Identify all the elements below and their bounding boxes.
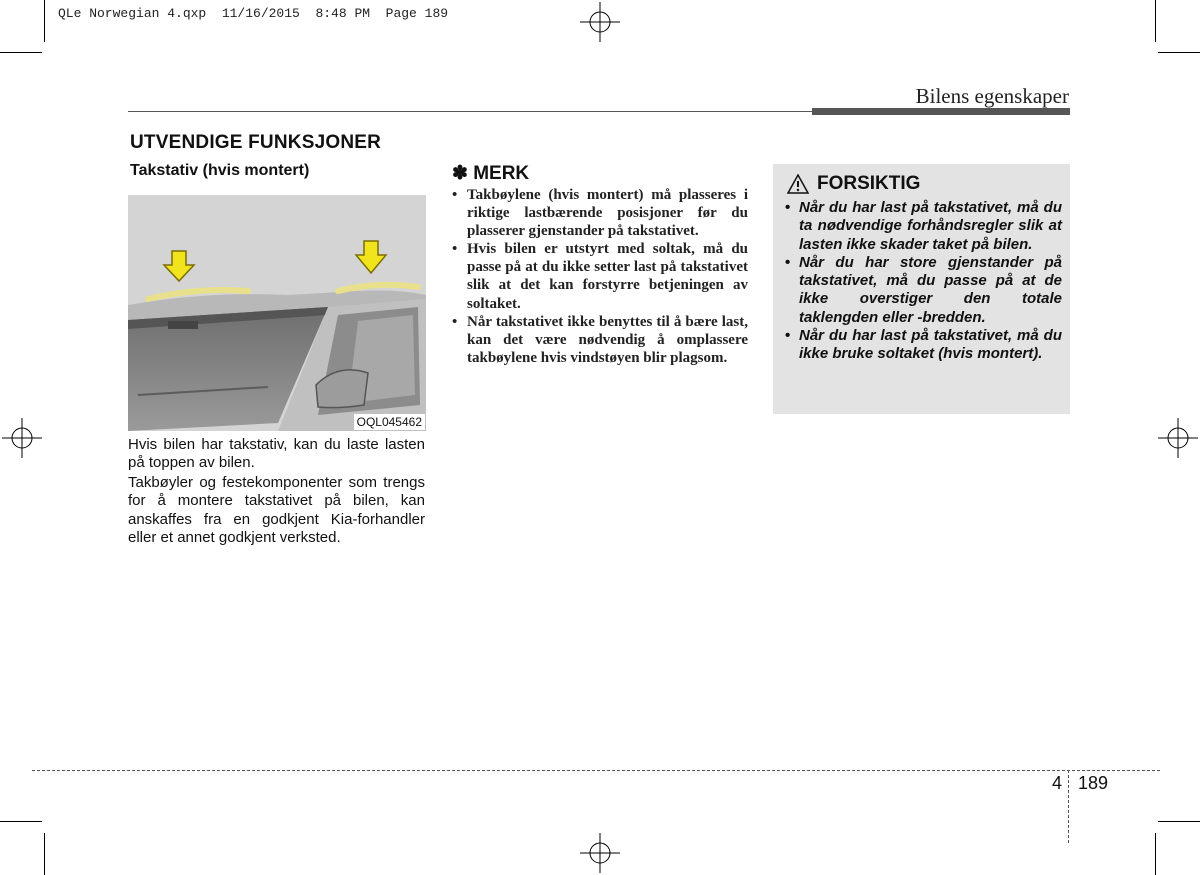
- caution-heading: FORSIKTIG: [817, 173, 921, 194]
- crop-mark: [44, 0, 45, 42]
- header-rule: [128, 111, 818, 112]
- crop-mark: [44, 833, 45, 875]
- registration-mark-icon: [580, 2, 620, 42]
- body-paragraph: Hvis bilen har takstativ, kan du laste lasten på toppen av bilen.: [128, 436, 425, 472]
- note-item: • Når takstativet ikke benyttes til å bære last, kan det være nødvendig å omplassere takbøylene hvis vindstøyen blir plagsom.: [452, 313, 748, 367]
- car-roof-drawing: [128, 195, 426, 431]
- footer-divider: [1068, 770, 1069, 843]
- registration-mark-icon: [2, 418, 42, 458]
- registration-mark-icon: [1158, 418, 1198, 458]
- caution-item: • Når du har last på takstativet, må du ta nødvendige forhåndsregler slik at lasten ikke skader taket på bilen.: [783, 199, 1062, 254]
- crop-mark: [1155, 0, 1156, 42]
- warning-triangle-icon: [787, 174, 809, 194]
- caution-item: • Når du har last på takstativet, må du ikke bruke soltaket (hvis montert).: [783, 327, 1062, 364]
- page-number: 189: [1078, 773, 1109, 793]
- header-rule-thick: [812, 108, 1070, 115]
- subheading: Takstativ (hvis montert): [130, 162, 310, 179]
- caution-item: • Når du har store gjenstander på takstativet, må du passe på at de ikke overstiger den totale taklengden eller -bredden.: [783, 254, 1062, 327]
- crop-mark: [0, 52, 42, 53]
- crop-mark: [0, 821, 42, 822]
- crop-mark: [1155, 833, 1156, 875]
- caution-list: [783, 199, 1062, 364]
- print-slug: QLe Norwegian 4.qxp 11/16/2015 8:48 PM Page 189: [58, 6, 449, 21]
- note-heading: ✽ MERK: [452, 163, 530, 184]
- roof-rack-illustration: [128, 195, 426, 431]
- caution-header: [787, 173, 920, 195]
- crop-mark: [1158, 52, 1200, 53]
- crop-mark: [1158, 821, 1200, 822]
- body-paragraph: Takbøyler og festekomponenter som trengs for å montere takstativet på bilen, kan anskaffes fra en godkjent Kia-forhandler eller et annet godkjent verksted.: [128, 474, 425, 547]
- note-item: • Takbøylene (hvis montert) må plasseres i riktige lastbærende posisjoner før du plasserer gjenstander på takstativet.: [452, 186, 748, 240]
- note-item: • Hvis bilen er utstyrt med soltak, må du passe på at du ikke setter last på takstativet slik at det kan forstyrre betjeningen av soltaket.: [452, 240, 748, 312]
- footer-rule: [32, 770, 1160, 771]
- note-list: [452, 186, 748, 367]
- chapter-number: 4: [1052, 773, 1063, 793]
- figure-code: OQL045462: [354, 414, 425, 430]
- caution-box: [773, 164, 1070, 414]
- page-heading: UTVENDIGE FUNKSJONER: [130, 132, 382, 153]
- registration-mark-icon: [580, 833, 620, 873]
- section-title: Bilens egenskaper: [915, 84, 1069, 108]
